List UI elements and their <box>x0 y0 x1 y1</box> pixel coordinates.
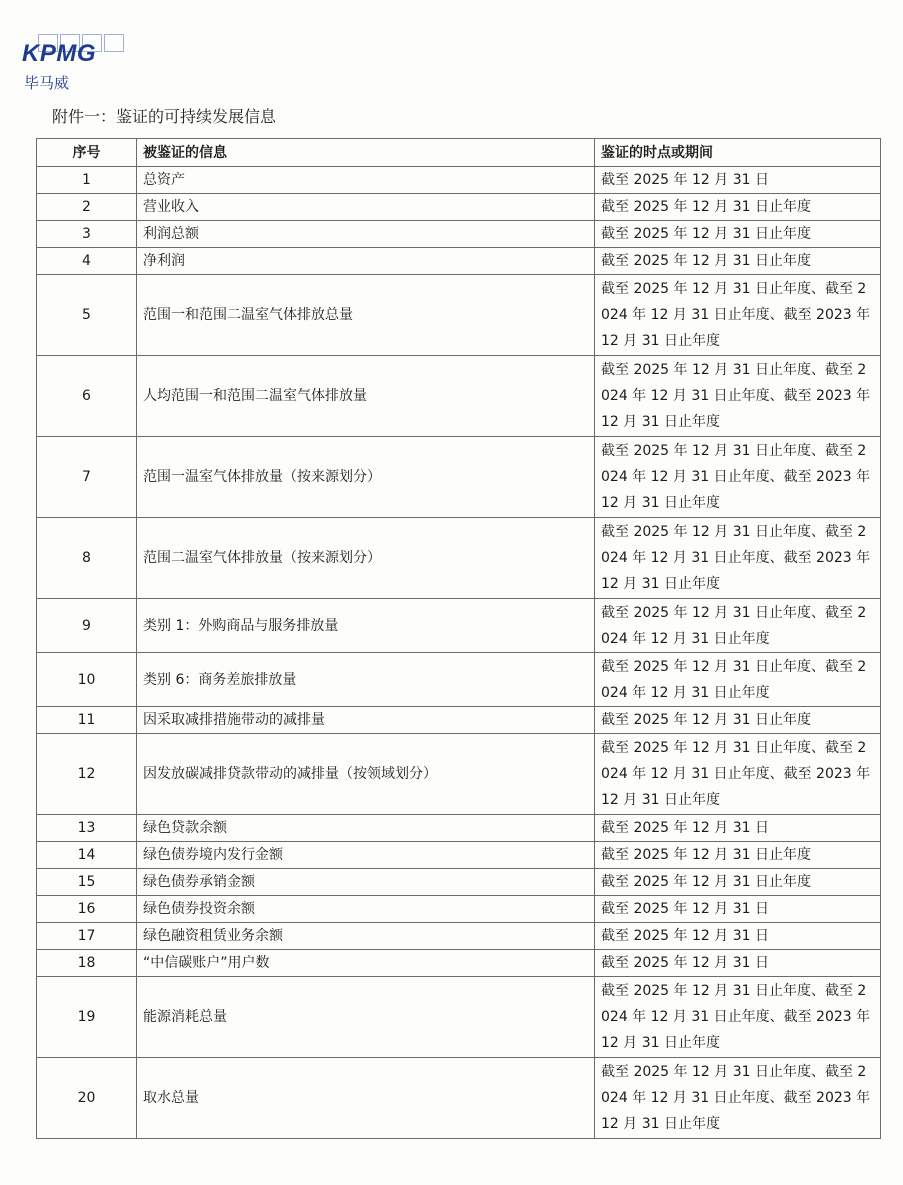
row-info: 范围一温室气体排放量（按来源划分） <box>137 437 595 518</box>
row-info: 范围一和范围二温室气体排放总量 <box>137 275 595 356</box>
row-period: 截至 2025 年 12 月 31 日止年度 <box>595 221 881 248</box>
row-number: 16 <box>37 896 137 923</box>
row-period: 截至 2025 年 12 月 31 日 <box>595 950 881 977</box>
row-period: 截至 2025 年 12 月 31 日止年度、截至 2024 年 12 月 31 日止年度、截至 2023 年 12 月 31 日止年度 <box>595 734 881 815</box>
table-row <box>37 599 881 653</box>
logo-chinese-name: 毕马威 <box>24 74 70 92</box>
row-period: 截至 2025 年 12 月 31 日止年度 <box>595 869 881 896</box>
row-info: 因发放碳减排贷款带动的减排量（按领域划分） <box>137 734 595 815</box>
header-info: 被鉴证的信息 <box>137 139 595 167</box>
table-row <box>37 842 881 869</box>
row-info: 绿色债券投资余额 <box>137 896 595 923</box>
row-number: 8 <box>37 518 137 599</box>
table-row <box>37 950 881 977</box>
row-info: 总资产 <box>137 167 595 194</box>
row-number: 14 <box>37 842 137 869</box>
row-number: 17 <box>37 923 137 950</box>
table-row <box>37 248 881 275</box>
table-row <box>37 221 881 248</box>
table-row <box>37 275 881 356</box>
row-period: 截至 2025 年 12 月 31 日止年度、截至 2024 年 12 月 31 日止年度、截至 2023 年 12 月 31 日止年度 <box>595 977 881 1058</box>
row-number: 4 <box>37 248 137 275</box>
table-row <box>37 896 881 923</box>
row-period: 截至 2025 年 12 月 31 日止年度、截至 2024 年 12 月 31 日止年度 <box>595 653 881 707</box>
row-number: 6 <box>37 356 137 437</box>
table-row <box>37 1058 881 1139</box>
row-number: 15 <box>37 869 137 896</box>
row-number: 3 <box>37 221 137 248</box>
row-number: 20 <box>37 1058 137 1139</box>
row-info: 范围二温室气体排放量（按来源划分） <box>137 518 595 599</box>
row-number: 5 <box>37 275 137 356</box>
row-number: 19 <box>37 977 137 1058</box>
header-no: 序号 <box>37 139 137 167</box>
row-number: 13 <box>37 815 137 842</box>
row-period: 截至 2025 年 12 月 31 日止年度 <box>595 707 881 734</box>
table-row <box>37 518 881 599</box>
row-info: 类别 1：外购商品与服务排放量 <box>137 599 595 653</box>
row-period: 截至 2025 年 12 月 31 日 <box>595 815 881 842</box>
row-period: 截至 2025 年 12 月 31 日 <box>595 896 881 923</box>
row-info: 绿色融资租赁业务余额 <box>137 923 595 950</box>
row-info: 绿色贷款余额 <box>137 815 595 842</box>
kpmg-logo <box>22 32 132 94</box>
row-period: 截至 2025 年 12 月 31 日止年度、截至 2024 年 12 月 31 日止年度、截至 2023 年 12 月 31 日止年度 <box>595 356 881 437</box>
table-row <box>37 734 881 815</box>
header-period: 鉴证的时点或期间 <box>595 139 881 167</box>
row-period: 截至 2025 年 12 月 31 日止年度、截至 2024 年 12 月 31 日止年度、截至 2023 年 12 月 31 日止年度 <box>595 437 881 518</box>
table-row <box>37 437 881 518</box>
row-info: 利润总额 <box>137 221 595 248</box>
row-info: 绿色债券境内发行金额 <box>137 842 595 869</box>
table-body <box>37 167 881 1139</box>
table-row <box>37 923 881 950</box>
table-row <box>37 707 881 734</box>
table-row <box>37 167 881 194</box>
row-period: 截至 2025 年 12 月 31 日止年度 <box>595 194 881 221</box>
table-row <box>37 194 881 221</box>
row-number: 1 <box>37 167 137 194</box>
row-period: 截至 2025 年 12 月 31 日 <box>595 923 881 950</box>
row-info: 营业收入 <box>137 194 595 221</box>
row-info: 取水总量 <box>137 1058 595 1139</box>
row-period: 截至 2025 年 12 月 31 日止年度、截至 2024 年 12 月 31 日止年度 <box>595 599 881 653</box>
table-row <box>37 653 881 707</box>
row-period: 截至 2025 年 12 月 31 日止年度 <box>595 842 881 869</box>
row-number: 2 <box>37 194 137 221</box>
row-period: 截至 2025 年 12 月 31 日止年度、截至 2024 年 12 月 31 日止年度、截至 2023 年 12 月 31 日止年度 <box>595 275 881 356</box>
table-row <box>37 869 881 896</box>
row-info: 能源消耗总量 <box>137 977 595 1058</box>
table-row <box>37 977 881 1058</box>
row-info: 绿色债券承销金额 <box>137 869 595 896</box>
row-number: 11 <box>37 707 137 734</box>
row-number: 18 <box>37 950 137 977</box>
row-number: 7 <box>37 437 137 518</box>
row-info: “中信碳账户”用户数 <box>137 950 595 977</box>
row-number: 10 <box>37 653 137 707</box>
row-period: 截至 2025 年 12 月 31 日 <box>595 167 881 194</box>
table-row <box>37 356 881 437</box>
row-info: 净利润 <box>137 248 595 275</box>
row-info: 因采取减排措施带动的减排量 <box>137 707 595 734</box>
logo-wordmark: KPMG <box>22 40 96 67</box>
assurance-info-table <box>36 138 881 1139</box>
table-header-row <box>37 139 881 167</box>
row-number: 12 <box>37 734 137 815</box>
row-period: 截至 2025 年 12 月 31 日止年度 <box>595 248 881 275</box>
row-info: 人均范围一和范围二温室气体排放量 <box>137 356 595 437</box>
annex-title: 附件一：鉴证的可持续发展信息 <box>52 107 277 126</box>
row-info: 类别 6：商务差旅排放量 <box>137 653 595 707</box>
row-period: 截至 2025 年 12 月 31 日止年度、截至 2024 年 12 月 31 日止年度、截至 2023 年 12 月 31 日止年度 <box>595 1058 881 1139</box>
row-period: 截至 2025 年 12 月 31 日止年度、截至 2024 年 12 月 31 日止年度、截至 2023 年 12 月 31 日止年度 <box>595 518 881 599</box>
row-number: 9 <box>37 599 137 653</box>
table-row <box>37 815 881 842</box>
